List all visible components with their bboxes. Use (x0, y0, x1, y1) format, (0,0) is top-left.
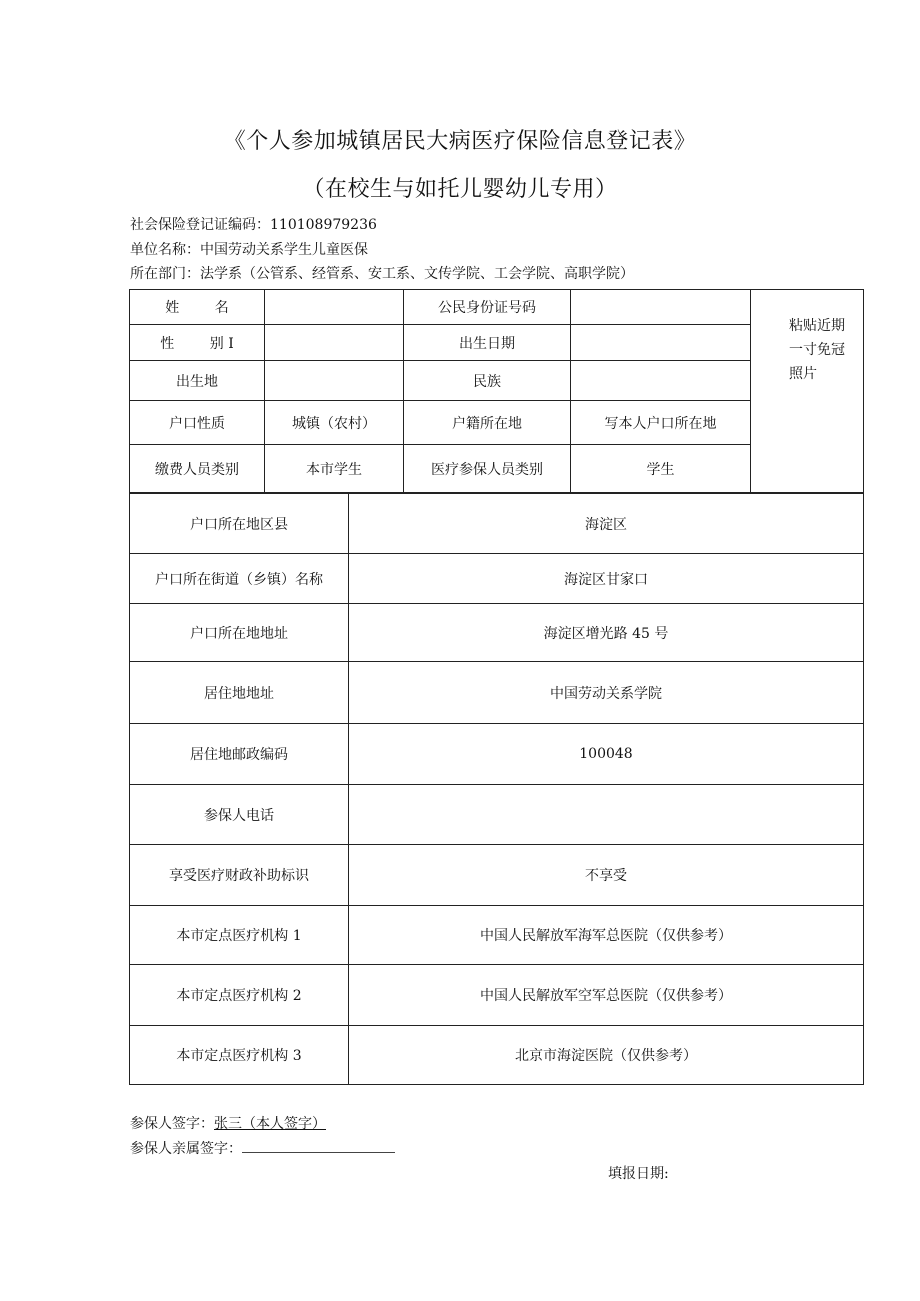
row-value[interactable]: 海淀区 (349, 494, 864, 554)
table-row (130, 785, 864, 845)
row-value[interactable]: 中国人民解放军空军总医院（仅供参考） (349, 965, 864, 1026)
unit-name-value: 中国劳动关系学生儿童医保 (200, 242, 368, 258)
row-value[interactable]: 北京市海淀医院（仅供参考） (349, 1026, 864, 1085)
table-row (130, 965, 864, 1026)
id-number-field[interactable] (571, 290, 751, 325)
birth-date-label: 出生日期 (404, 325, 571, 361)
row-value[interactable]: 100048 (349, 724, 864, 785)
table-row (130, 845, 864, 906)
payer-type-label: 缴费人员类别 (130, 445, 265, 493)
row-label: 参保人电话 (130, 785, 349, 845)
row-value[interactable]: 中国劳动关系学院 (349, 662, 864, 724)
birthplace-field[interactable] (265, 361, 404, 401)
fill-date-label: 填报日期: (608, 1166, 669, 1182)
hukou-place-field[interactable]: 写本人户口所在地 (571, 401, 751, 445)
address-info-table (129, 493, 864, 1085)
payer-type-field[interactable]: 本市学生 (265, 445, 404, 493)
unit-name-label: 单位名称： (130, 242, 200, 258)
insured-signature-label: 参保人签字： (130, 1116, 214, 1132)
hukou-type-label: 户口性质 (130, 401, 265, 445)
row-label: 户口所在街道（乡镇）名称 (130, 554, 349, 604)
gender-field[interactable] (265, 325, 404, 361)
name-label: 姓 名 (130, 290, 265, 325)
row-value[interactable] (349, 785, 864, 845)
hukou-type-field[interactable]: 城镇（农村） (265, 401, 404, 445)
relative-signature-line (130, 1138, 395, 1158)
form-title: 《个人参加城镇居民大病医疗保险信息登记表》 (223, 129, 697, 154)
relative-signature-label: 参保人亲属签字： (130, 1141, 242, 1157)
table-row (130, 290, 864, 325)
form-subtitle: （在校生与如托儿婴幼儿专用） (302, 177, 618, 202)
row-label: 本市定点医疗机构 1 (130, 906, 349, 965)
row-label: 户口所在地地址 (130, 604, 349, 662)
table-row (130, 494, 864, 554)
table-row (130, 662, 864, 724)
row-value[interactable]: 不享受 (349, 845, 864, 906)
table-row (130, 906, 864, 965)
department-line (130, 265, 634, 283)
birth-date-field[interactable] (571, 325, 751, 361)
ethnicity-label: 民族 (404, 361, 571, 401)
personal-info-table (129, 289, 864, 493)
photo-label: 粘贴近期一寸免冠照片 (789, 318, 845, 382)
row-value[interactable]: 海淀区甘家口 (349, 554, 864, 604)
row-value[interactable]: 海淀区增光路 45 号 (349, 604, 864, 662)
relative-signature-field[interactable] (242, 1138, 395, 1153)
insured-signature-field[interactable]: 张三（本人签字） (214, 1116, 326, 1132)
birthplace-label: 出生地 (130, 361, 265, 401)
name-field[interactable] (265, 290, 404, 325)
department-value: 法学系（公管系、经管系、安工系、文传学院、工会学院、高职学院） (200, 266, 634, 282)
row-label: 享受医疗财政补助标识 (130, 845, 349, 906)
id-number-label: 公民身份证号码 (404, 290, 571, 325)
registration-code-line (130, 216, 377, 234)
row-label: 户口所在地区县 (130, 494, 349, 554)
insured-signature-line (130, 1113, 326, 1133)
registration-code-label: 社会保险登记证编码： (130, 217, 270, 233)
row-label: 居住地地址 (130, 662, 349, 724)
gender-label: 性 别 I (130, 325, 265, 361)
unit-name-line (130, 241, 368, 259)
row-value[interactable]: 中国人民解放军海军总医院（仅供参考） (349, 906, 864, 965)
fill-date-line (608, 1163, 669, 1183)
table-row (130, 554, 864, 604)
table-row (130, 1026, 864, 1085)
insured-type-label: 医疗参保人员类别 (404, 445, 571, 493)
registration-code-value: 110108979236 (270, 217, 377, 233)
table-row (130, 724, 864, 785)
table-row (130, 604, 864, 662)
row-label: 本市定点医疗机构 3 (130, 1026, 349, 1085)
insured-type-field[interactable]: 学生 (571, 445, 751, 493)
department-label: 所在部门： (130, 266, 200, 282)
row-label: 居住地邮政编码 (130, 724, 349, 785)
hukou-place-label: 户籍所在地 (404, 401, 571, 445)
ethnicity-field[interactable] (571, 361, 751, 401)
row-label: 本市定点医疗机构 2 (130, 965, 349, 1026)
photo-box (751, 290, 864, 493)
